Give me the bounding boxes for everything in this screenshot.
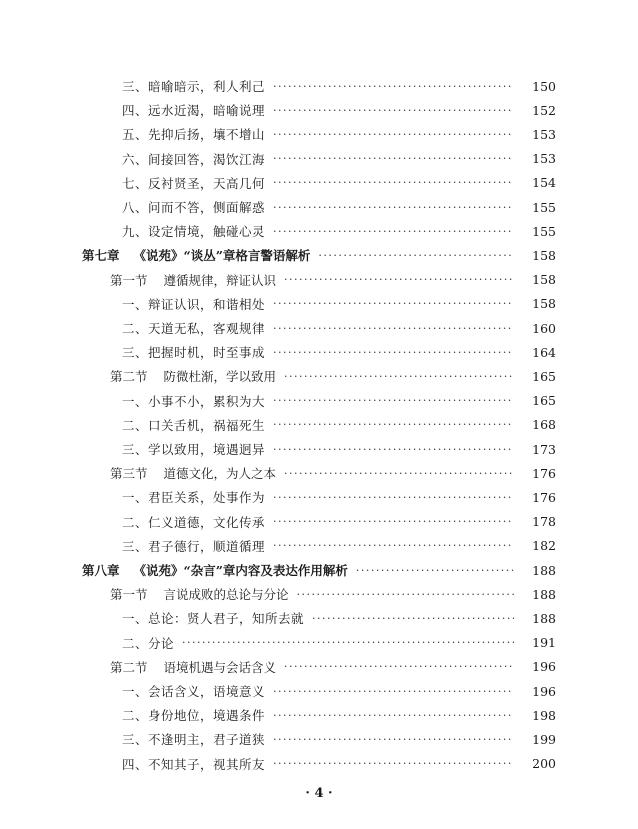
toc-entry-text: 二、身份地位，境遇条件 — [122, 708, 266, 724]
toc-entry-page: 152 — [532, 102, 556, 118]
toc-entry-number: 第七章 — [82, 248, 120, 264]
toc-item-entry[interactable] — [0, 679, 556, 703]
toc-entry-text: 四、远水近渴，暗喻说理 — [122, 103, 266, 119]
page-number: · 4 · — [305, 786, 333, 801]
dot-leader — [273, 80, 514, 93]
toc-entry-title — [122, 392, 265, 410]
dot-leader — [284, 273, 514, 286]
dot-leader — [273, 685, 514, 698]
toc-entry-number: 第三节 — [110, 466, 148, 482]
toc-entry-text: 三、不逢明主，君子道狭 — [122, 732, 266, 748]
toc-entry-title — [122, 77, 265, 95]
toc-entry-page: 191 — [532, 635, 556, 651]
toc-item-entry[interactable] — [0, 389, 556, 413]
dot-leader — [273, 491, 514, 504]
toc-entry-page: 158 — [532, 272, 556, 288]
toc-entry-title — [122, 706, 265, 724]
toc-item-entry[interactable] — [0, 437, 556, 461]
toc-item-entry[interactable] — [0, 340, 556, 364]
dot-leader — [273, 128, 514, 141]
toc-entry-title — [122, 416, 265, 434]
toc-entry-page: 165 — [532, 368, 556, 384]
dot-leader — [273, 733, 514, 746]
toc-entry-page: 182 — [532, 538, 556, 554]
toc-entry-page: 168 — [532, 417, 556, 433]
dot-leader — [273, 346, 514, 359]
toc-item-entry[interactable] — [0, 147, 556, 171]
toc-entry-text: 三、学以致用，境遇迥异 — [122, 442, 266, 457]
toc-entry-text: 一、辩证认识，和谐相处 — [122, 296, 266, 312]
toc-section-entry[interactable] — [0, 655, 556, 679]
toc-entry-title — [122, 537, 265, 555]
toc-item-entry[interactable] — [0, 631, 556, 655]
toc-entry-title — [122, 150, 265, 168]
dot-leader — [273, 152, 514, 165]
toc-entry-page: 153 — [532, 151, 556, 167]
toc-entry-text: 《说苑》“谈丛”章格言警语解析 — [133, 248, 311, 264]
toc-entry-text: 三、把握时机，时至事成 — [122, 345, 266, 361]
toc-entry-title — [122, 198, 265, 216]
toc-entry-number: 第二节 — [110, 659, 148, 675]
toc-entry-text: 言说成败的总论与分论 — [163, 587, 289, 603]
dot-leader — [356, 564, 514, 577]
toc-entry-page: 188 — [532, 562, 556, 578]
toc-entry-title — [110, 271, 276, 289]
dot-leader — [273, 539, 514, 552]
toc-item-entry[interactable] — [0, 510, 556, 534]
toc-section-entry[interactable] — [0, 364, 556, 388]
toc-entry-page: 173 — [532, 441, 556, 457]
toc-entry-page: 154 — [532, 175, 556, 191]
toc-entry-page: 200 — [532, 756, 556, 772]
dot-leader — [273, 322, 514, 335]
toc-entry-page: 164 — [532, 344, 556, 360]
dot-leader — [273, 443, 514, 456]
toc-entry-text: 二、仁义道德，文化传承 — [122, 514, 266, 530]
toc-entry-text: 一、君臣关系，处事作为 — [122, 490, 266, 506]
toc-section-entry[interactable] — [0, 461, 556, 485]
toc-entry-title — [82, 561, 348, 579]
dot-leader — [182, 636, 514, 649]
toc-entry-page: 176 — [532, 465, 556, 481]
dot-leader — [273, 757, 514, 770]
toc-entry-text: 一、总论：贤人君子，知所去就 — [122, 611, 305, 627]
toc-section-entry[interactable] — [0, 582, 556, 606]
toc-chapter-entry[interactable] — [0, 558, 556, 582]
dot-leader — [273, 297, 514, 310]
toc-item-entry[interactable] — [0, 534, 556, 558]
toc-entry-text: 一、会话含义，语境意义 — [122, 684, 266, 699]
toc-entry-page: 199 — [532, 731, 556, 747]
dot-leader — [297, 588, 514, 601]
toc-entry-page: 176 — [532, 489, 556, 505]
toc-entry-title — [82, 246, 310, 264]
toc-entry-title — [122, 513, 265, 531]
toc-entry-title — [110, 464, 276, 482]
toc-item-entry[interactable] — [0, 292, 556, 316]
toc-entry-text: 二、分论 — [122, 635, 175, 651]
toc-item-entry[interactable] — [0, 74, 556, 98]
toc-item-entry[interactable] — [0, 703, 556, 727]
toc-entry-title — [122, 609, 304, 627]
toc-entry-text: 防微杜渐，学以致用 — [163, 369, 277, 385]
toc-entry-title — [110, 658, 276, 676]
toc-entry-page: 165 — [532, 393, 556, 409]
toc-entry-page: 160 — [532, 320, 556, 336]
toc-entry-text: 《说苑》“杂言”章内容及表达作用解析 — [133, 563, 348, 578]
toc-item-entry[interactable] — [0, 413, 556, 437]
toc-entry-text: 遵循规律，辩证认识 — [163, 272, 277, 288]
dot-leader — [284, 467, 514, 480]
toc-entry-text: 六、间接回答，渴饮江海 — [122, 151, 266, 167]
dot-leader — [273, 418, 514, 431]
toc-entry-title — [122, 125, 265, 143]
dot-leader — [273, 176, 514, 189]
toc-entry-page: 196 — [532, 683, 556, 699]
toc-entry-text: 二、口关舌机，祸福死生 — [122, 417, 266, 433]
toc-entry-page: 188 — [532, 586, 556, 602]
toc-item-entry[interactable] — [0, 122, 556, 146]
toc-entry-title — [122, 440, 265, 458]
toc-item-entry[interactable] — [0, 752, 556, 776]
toc-entry-text: 七、反衬贤圣，天高几何 — [122, 175, 266, 191]
toc-entry-title — [122, 682, 265, 700]
toc-item-entry[interactable] — [0, 316, 556, 340]
toc-item-entry[interactable] — [0, 98, 556, 122]
toc-entry-page: 155 — [532, 223, 556, 239]
toc-entry-page: 198 — [532, 707, 556, 723]
toc-entry-page: 178 — [532, 514, 556, 530]
dot-leader — [318, 249, 514, 262]
dot-leader — [284, 660, 514, 673]
dot-leader — [273, 515, 514, 528]
dot-leader — [273, 394, 514, 407]
toc-entry-page: 188 — [532, 610, 556, 626]
toc-entry-title — [122, 488, 265, 506]
toc-entry-title — [122, 295, 265, 313]
toc-item-entry[interactable] — [0, 727, 556, 751]
toc-entry-page: 158 — [532, 247, 556, 263]
toc-item-entry[interactable] — [0, 485, 556, 509]
toc-entry-title — [122, 730, 265, 748]
dot-leader — [284, 370, 514, 383]
toc-entry-title — [122, 319, 265, 337]
toc-entry-title — [122, 755, 265, 773]
toc-entry-number: 第一节 — [110, 272, 148, 288]
dot-leader — [273, 201, 514, 214]
toc-entry-text: 语境机遇与会话含义 — [163, 659, 277, 675]
toc-entry-number: 第八章 — [82, 563, 120, 578]
toc-entry-page: 150 — [532, 78, 556, 94]
toc-entry-text: 三、暗喻暗示，利人利己 — [122, 79, 266, 94]
toc-item-entry[interactable] — [0, 171, 556, 195]
toc-entry-text: 道德文化，为人之本 — [163, 466, 277, 482]
toc-entry-title — [122, 174, 265, 192]
toc-entry-text: 四、不知其子，视其所友 — [122, 756, 266, 772]
toc-section-entry[interactable] — [0, 268, 556, 292]
toc-entry-text: 五、先抑后扬，壤不增山 — [122, 127, 266, 143]
dot-leader — [273, 104, 514, 117]
toc-entry-page: 155 — [532, 199, 556, 215]
toc-item-entry[interactable] — [0, 195, 556, 219]
toc-entry-title — [122, 101, 265, 119]
toc-entry-number: 第二节 — [110, 369, 148, 385]
toc-entry-title — [122, 222, 265, 240]
toc-entry-page: 196 — [532, 659, 556, 675]
toc-entry-title — [122, 343, 265, 361]
toc-entry-text: 三、君子德行，顺道循理 — [122, 538, 266, 554]
toc-entry-number: 第一节 — [110, 587, 148, 603]
toc-entry-title — [122, 634, 174, 652]
dot-leader — [312, 612, 514, 625]
toc-entry-page: 153 — [532, 126, 556, 142]
toc-entry-title — [110, 367, 276, 385]
dot-leader — [273, 225, 514, 238]
toc-entry-text: 一、小事不小，累积为大 — [122, 393, 266, 409]
toc-entry-text: 八、问而不答，侧面解惑 — [122, 200, 266, 215]
toc-item-entry[interactable] — [0, 606, 556, 630]
toc-entry-text: 九、设定情境，触碰心灵 — [122, 224, 266, 240]
toc-entry-text: 二、天道无私，客观规律 — [122, 321, 266, 336]
toc-item-entry[interactable] — [0, 219, 556, 243]
toc-chapter-entry[interactable] — [0, 243, 556, 267]
toc-entry-page: 158 — [532, 296, 556, 312]
dot-leader — [273, 709, 514, 722]
toc-entry-title — [110, 585, 289, 603]
